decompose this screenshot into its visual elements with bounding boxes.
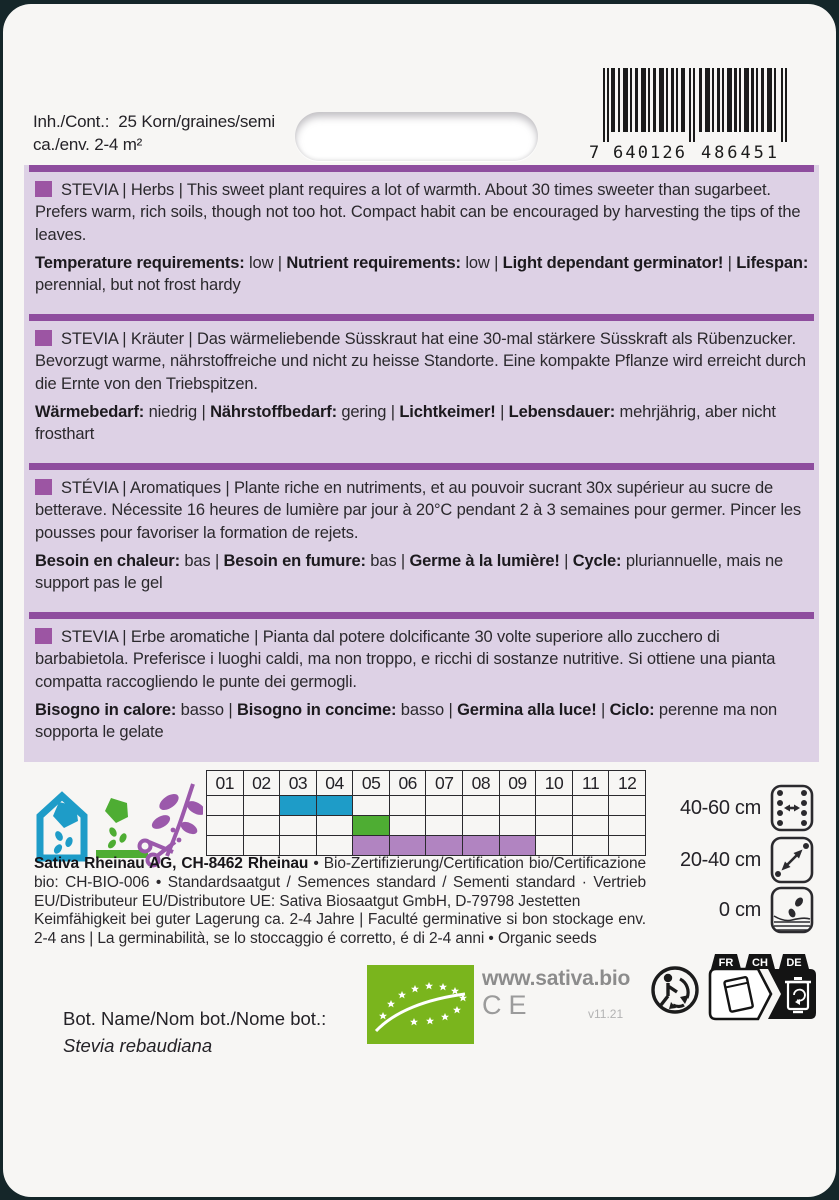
calendar-cell: [280, 796, 317, 815]
calendar-row-harvest: [206, 836, 646, 856]
sowing-calendar: [206, 770, 646, 856]
calendar-cell: [390, 796, 427, 815]
sowing-depth-label: 0 cm: [718, 898, 761, 921]
calendar-month-header: [206, 771, 646, 796]
info-value: basso |: [176, 701, 237, 720]
section-divider: [29, 463, 814, 470]
info-value: basso |: [396, 701, 458, 720]
info-value: perennial, but not frost hardy: [35, 276, 241, 295]
calendar-cell: [463, 816, 500, 835]
calendar-cell: [207, 836, 244, 855]
info-value: low |: [460, 254, 503, 273]
calendar-row-indoor-sowing: [206, 796, 646, 816]
packet-background: [3, 4, 836, 1197]
spacing-row-depth: [633, 886, 814, 934]
contents-value: 25 Korn/graines/semi: [118, 112, 275, 131]
section-intro-en: [35, 179, 809, 246]
calendar-cell: [573, 836, 610, 855]
country-fr: FR: [718, 957, 734, 969]
lang-section-it: [24, 612, 819, 744]
calendar-cell: [500, 836, 537, 855]
calendar-month-label: 04: [317, 771, 354, 795]
calendar-month-label: 08: [463, 771, 500, 795]
intro-text: STÉVIA | Aromatiques | Plante riche en nutriments, et au pouvoir sucrant 30x supérieur au sucre de betterave. Nécessite 16 heures de lumière par jour à 20°C pendant 2 à 3 semaines pour germer. Pincer les pousses pour favoriser la formation de rejets.: [35, 479, 802, 542]
info-label: Germe à la lumière!: [409, 552, 560, 571]
section-intro-de: [35, 328, 809, 395]
info-label: Besoin en fumure:: [223, 552, 366, 571]
intro-text: STEVIA | Erbe aromatiche | Pianta dal potere dolcificante 30 volte superiore allo zucchero di barbabietola. Preferisce i luoghi caldi, ma non troppo, e ricchi di sostanze nutritive. Si ottiene una pianta compatta raccogliendo le punte dei germogli.: [35, 628, 776, 691]
bullet-square-icon: [35, 181, 52, 197]
calendar-cell: [536, 836, 573, 855]
company-info: [34, 855, 646, 949]
info-value: |: [495, 403, 509, 422]
calendar-cell: [244, 816, 281, 835]
calendar-cell: [244, 836, 281, 855]
info-value: niedrig |: [144, 403, 211, 422]
bullet-square-icon: [35, 330, 52, 346]
lang-section-fr: [24, 463, 819, 595]
harvest-icon: [140, 784, 204, 866]
triman-recycling-icon: [649, 964, 701, 1021]
calendar-cell: [353, 816, 390, 835]
info-value: perenne ma non sopporta le gelate: [35, 701, 778, 742]
info-label: Bisogno in calore:: [35, 701, 177, 720]
contents-label: Inh./Cont.:: [33, 112, 110, 131]
intro-text: STEVIA | Herbs | This sweet plant requires a lot of warmth. About 30 times sweeter than sugarbeet. Prefers warm, rich soils, though not too hot. Compact habit can be encouraged by harvesting the tips of the leaves.: [35, 181, 801, 244]
botanical-label: Bot. Name/Nom bot./Nome bot.:: [63, 1008, 327, 1029]
info-value: |: [559, 552, 573, 571]
calendar-cell: [536, 796, 573, 815]
calendar-cell: [353, 796, 390, 815]
info-label: Cycle:: [572, 552, 622, 571]
calendar-cell: [463, 796, 500, 815]
certification-text: [34, 855, 646, 911]
barcode-bars: [603, 68, 787, 142]
section-divider: [29, 612, 814, 619]
info-label: Wärmebedarf:: [35, 403, 145, 422]
calendar-cell: [244, 796, 281, 815]
contents-area: ca./env. 2-4 m²: [33, 135, 143, 155]
calendar-cell: [280, 816, 317, 835]
calendar-cell: [426, 816, 463, 835]
section-info-fr: [35, 551, 809, 595]
info-label: Lichtkeimer!: [399, 403, 496, 422]
calendar-month-label: 03: [280, 771, 317, 795]
section-divider: [29, 314, 814, 321]
info-label: Besoin en chaleur:: [35, 552, 180, 571]
calendar-cell: [426, 836, 463, 855]
calendar-cell: [536, 816, 573, 835]
section-intro-it: [35, 626, 809, 693]
description-block: [24, 165, 819, 762]
bullet-square-icon: [35, 628, 52, 644]
bullet-square-icon: [35, 479, 52, 495]
sowing-depth-icon: [770, 886, 814, 934]
botanical-name-block: [63, 1006, 326, 1060]
info-value: |: [723, 254, 737, 273]
info-label: Temperature requirements:: [35, 254, 245, 273]
version-number: v11.21: [588, 1007, 624, 1021]
info-value: bas |: [179, 552, 224, 571]
barcode: [589, 68, 799, 169]
info-label: Lebensdauer:: [508, 403, 616, 422]
intro-text: STEVIA | Kräuter | Das wärmeliebende Süsskraut hat eine 30-mal stärkere Süsskraft als Rübenzucker. Bevorzugt warme, nährstoffreiche und nicht zu heisse Standorte. Eine kompakte Pflanze wird erreicht durch die Ernte von den Triebspitzen.: [35, 330, 806, 393]
calendar-cell: [500, 816, 537, 835]
calendar-month-label: 12: [609, 771, 646, 795]
calendar-month-label: 01: [207, 771, 244, 795]
info-value: bas |: [365, 552, 410, 571]
recycling-bin-pictogram: [768, 969, 816, 1019]
seed-packet-pictogram: [710, 969, 771, 1019]
calendar-month-label: 10: [536, 771, 573, 795]
calendar-cell: [317, 796, 354, 815]
country-de: DE: [786, 957, 802, 969]
calendar-month-label: 07: [426, 771, 463, 795]
calendar-cell: [207, 816, 244, 835]
website-url: www.sativa.bio: [482, 967, 631, 990]
country-tabs: [711, 954, 809, 969]
hang-hole-slot: [295, 112, 538, 161]
barcode-digits-left: 640126: [613, 143, 685, 163]
plant-spacing-label: 20-40 cm: [680, 848, 761, 871]
info-value: gering |: [336, 403, 400, 422]
section-intro-fr: [35, 477, 809, 544]
spacing-row-distance: [633, 784, 814, 832]
calendar-month-label: 05: [353, 771, 390, 795]
botanical-name: Stevia rebaudiana: [63, 1034, 213, 1056]
calendar-cell: [280, 836, 317, 855]
calendar-cell: [390, 836, 427, 855]
info-label: Nutrient requirements:: [286, 254, 461, 273]
lang-section-en: [24, 165, 819, 297]
certification-detail: • Bio-Zertifizierung/Certification bio/Certificazione bio: CH-BIO-006 • Standardsaatgut / Semences standard / Sementi standard · Vertrieb EU/Distributeur EU/Distributore UE: Sativa Biosaatgut GmbH, D-79798 Jestetten: [34, 855, 646, 910]
info-value: low |: [244, 254, 287, 273]
calendar-cell: [317, 836, 354, 855]
row-spacing-label: 40-60 cm: [680, 796, 761, 819]
calendar-cell: [463, 836, 500, 855]
calendar-cell: [573, 816, 610, 835]
lang-section-de: [24, 314, 819, 446]
info-value: |: [596, 701, 610, 720]
info-label: Nährstoffbedarf:: [210, 403, 337, 422]
calendar-month-label: 02: [244, 771, 281, 795]
info-label: Germina alla luce!: [457, 701, 597, 720]
calendar-cell: [353, 836, 390, 855]
eu-organic-logo: [367, 965, 474, 1049]
row-spacing-icon: [770, 784, 814, 832]
info-value: pluriannuelle, mais ne support pas le gel: [35, 552, 784, 593]
info-label: Bisogno in concime:: [236, 701, 397, 720]
indoor-sowing-icon: [40, 796, 84, 858]
section-info-it: [35, 700, 809, 744]
barcode-digit-lead: 7: [589, 143, 600, 163]
germination-text: Keimfähigkeit bei guter Lagerung ca. 2-4 Jahre | Faculté germinative si bon stockage env. 2-4 ans | La germinabilità, se lo stoccaggio é corretto, é di 2-4 anni • Organic seeds: [34, 911, 646, 948]
calendar-cell: [573, 796, 610, 815]
calendar-cell: [317, 816, 354, 835]
calendar-cell: [500, 796, 537, 815]
calendar-month-label: 11: [573, 771, 610, 795]
barcode-digits-right: 486451: [701, 143, 777, 163]
section-divider: [29, 165, 814, 172]
calendar-cell: [390, 816, 427, 835]
info-label: Ciclo:: [609, 701, 655, 720]
info-value: mehrjährig, aber nicht frosthart: [35, 403, 776, 444]
plant-spacing-icon: [770, 836, 814, 884]
calendar-month-label: 06: [390, 771, 427, 795]
contents-info: [33, 110, 275, 157]
calendar-row-outdoor-sowing: [206, 816, 646, 836]
calendar-cell: [426, 796, 463, 815]
spacing-row-plant: [633, 836, 814, 884]
calendar-cell: [207, 796, 244, 815]
section-info-de: [35, 402, 809, 446]
info-label: Lifespan:: [736, 254, 809, 273]
packaging-sorting-label: [708, 953, 818, 1026]
info-label: Light dependant germinator!: [502, 254, 724, 273]
calendar-month-label: 09: [500, 771, 537, 795]
country-ch: CH: [752, 957, 768, 969]
section-info-en: [35, 253, 809, 297]
company-name: Sativa Rheinau AG, CH-8462 Rheinau: [34, 855, 309, 872]
ce-mark: CE: [482, 990, 534, 1020]
